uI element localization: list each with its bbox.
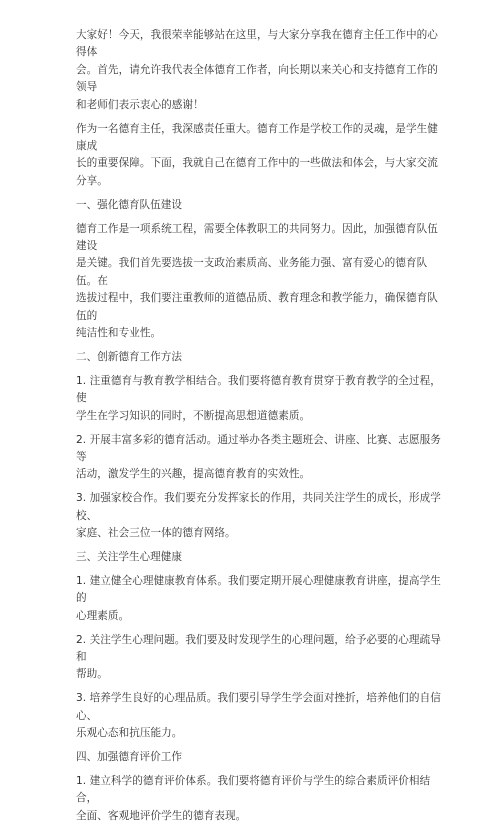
- section-2-paragraph-1: 1. 注重德育与教育教学相结合。我们要将德育教育贯穿于教育教学的全过程，使 学生在学习知识的同时，不断提高思想道德素质。: [76, 374, 441, 422]
- section-4-heading: 四、加强德育评价工作: [76, 751, 182, 764]
- intro-paragraph-2: 作为一名德育主任，我深感责任重大。德育工作是学校工作的灵魂，是学生健康成 长的重要保障。下面，我就自己在德育工作中的一些做法和体会，与大家交流分享。: [76, 122, 438, 187]
- section-1-paragraph-1: 德育工作是一项系统工程，需要全体教职工的共同努力。因此，加强德育队伍建设 是关键。我们首先要选拔一支政治素质高、业务能力强、富有爱心的德育队伍。在 选拔过程中，我们要注重教师的道德品质、教育理念和教学能力，确保德育队伍的 纯洁性和专业性。: [76, 222, 438, 339]
- section-3-heading: 三、关注学生心理健康: [76, 550, 182, 563]
- section-2-paragraph-3: 3. 加强家校合作。我们要充分发挥家长的作用，共同关注学生的成长，形成学校、 家庭、社会三位一体的德育网络。: [76, 492, 441, 540]
- section-2-heading: 二、创新德育工作方法: [76, 350, 182, 363]
- section-2-paragraph-2: 2. 开展丰富多彩的德育活动。通过举办各类主题班会、讲座、比赛、志愿服务等 活动，激发学生的兴趣，提高德育教育的实效性。: [76, 433, 441, 481]
- section-1-heading: 一、强化德育队伍建设: [76, 198, 182, 211]
- section-4-paragraph-1: 1. 建立科学的德育评价体系。我们要将德育评价与学生的综合素质评价相结合， 全面、客观地评价学生的德育表现。: [76, 774, 431, 822]
- section-3-paragraph-2: 2. 关注学生心理问题。我们要及时发现学生的心理问题，给予必要的心理疏导和 帮助。: [76, 633, 441, 681]
- section-3-paragraph-3: 3. 培养学生良好的心理品质。我们要引导学生学会面对挫折，培养他们的自信心、 乐观心态和抗压能力。: [76, 692, 441, 740]
- section-3-paragraph-1: 1. 建立健全心理健康教育体系。我们要定期开展心理健康教育讲座，提高学生的 心理素质。: [76, 574, 441, 622]
- intro-paragraph-1: 大家好！今天，我很荣幸能够站在这里，与大家分享我在德育主任工作中的心得体 会。首先，请允许我代表全体德育工作者，向长期以来关心和支持德育工作的领导 和老师们表示衷心的感谢！: [76, 29, 438, 111]
- document-body: [76, 27, 444, 832]
